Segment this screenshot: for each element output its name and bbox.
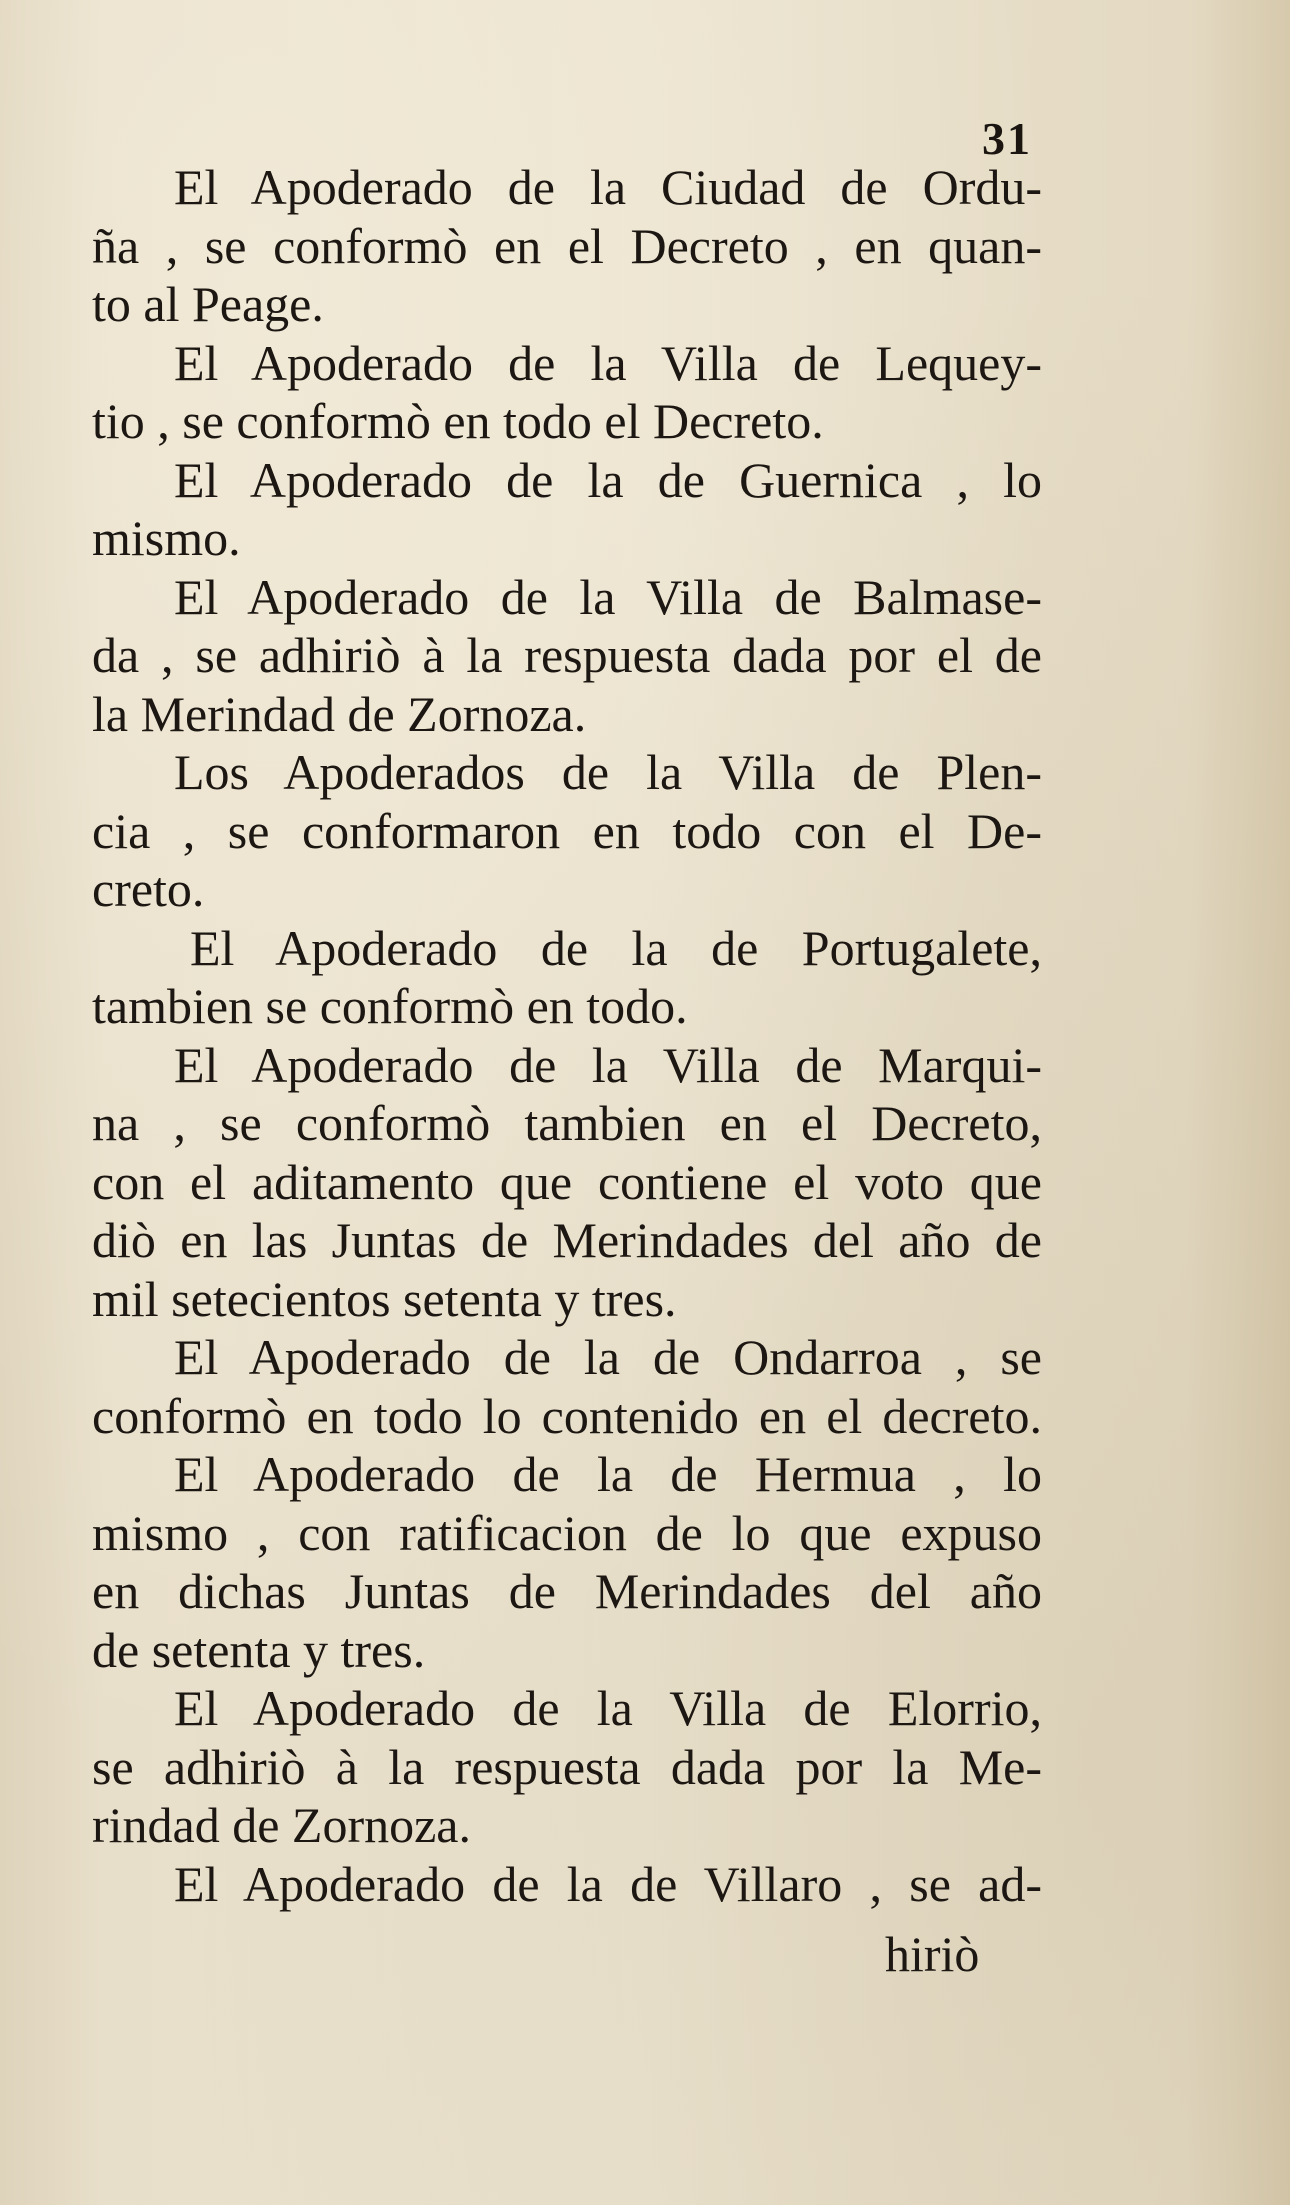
text-line: creto. [92,861,205,917]
text-line: tambien se conformò en todo. [92,978,688,1034]
text-line: El Apoderado de la de Hermua , lo [174,1446,1042,1502]
text-line: cia , se conformaron en todo con el De- [92,802,1042,859]
text-line: de setenta y tres. [92,1621,426,1678]
text-line: mismo. [92,510,241,566]
text-line: diò en las Juntas de Merindades del año de [92,1212,1042,1268]
text-line: El Apoderado de la Villa de Marqui- [174,1036,1042,1093]
text-line: Los Apoderados de la Villa de Plen- [174,744,1042,800]
text-line: rindad de Zornoza. [92,1797,472,1853]
text-line: mismo , con ratificacion de lo que expuso [92,1504,1042,1561]
text-line: El Apoderado de la Villa de Elorrio, [174,1680,1042,1736]
text-line: se adhiriò à la respuesta dada por la Me- [92,1738,1042,1795]
text-line: con el aditamento que contiene el voto que [92,1153,1042,1210]
text-line: ña , se conformò en el Decreto , en quan- [92,217,1042,274]
page-number: 31 [982,113,1032,164]
text-line: na , se conformò tambien en el Decreto, [92,1095,1042,1151]
text-line: El Apoderado de la Villa de Balmase- [174,568,1042,625]
text-line: El Apoderado de la de Villaro , se ad- [174,1855,1042,1912]
text-line: El Apoderado de la de Portugalete, [190,919,1042,976]
text-line: mil setecientos setenta y tres. [92,1270,677,1327]
text-line: conformò en todo lo contenido en el decreto. [92,1387,1042,1444]
text-line: El Apoderado de la de Ondarroa , se [174,1329,1042,1385]
catchword: hiriò [885,1926,980,1982]
body-text [92,158,1042,1913]
text-line: El Apoderado de la Ciudad de Ordu- [174,159,1042,215]
text-line: El Apoderado de la de Guernica , lo [174,451,1042,508]
text-line: en dichas Juntas de Merindades del año [92,1563,1042,1619]
text-line: El Apoderado de la Villa de Lequey- [174,334,1042,391]
text-line: la Merindad de Zornoza. [92,685,587,742]
text-line: da , se adhiriò à la respuesta dada por el de [92,627,1042,683]
text-line: to al Peage. [92,276,324,332]
text-line: tio , se conformò en todo el Decreto. [92,393,824,449]
